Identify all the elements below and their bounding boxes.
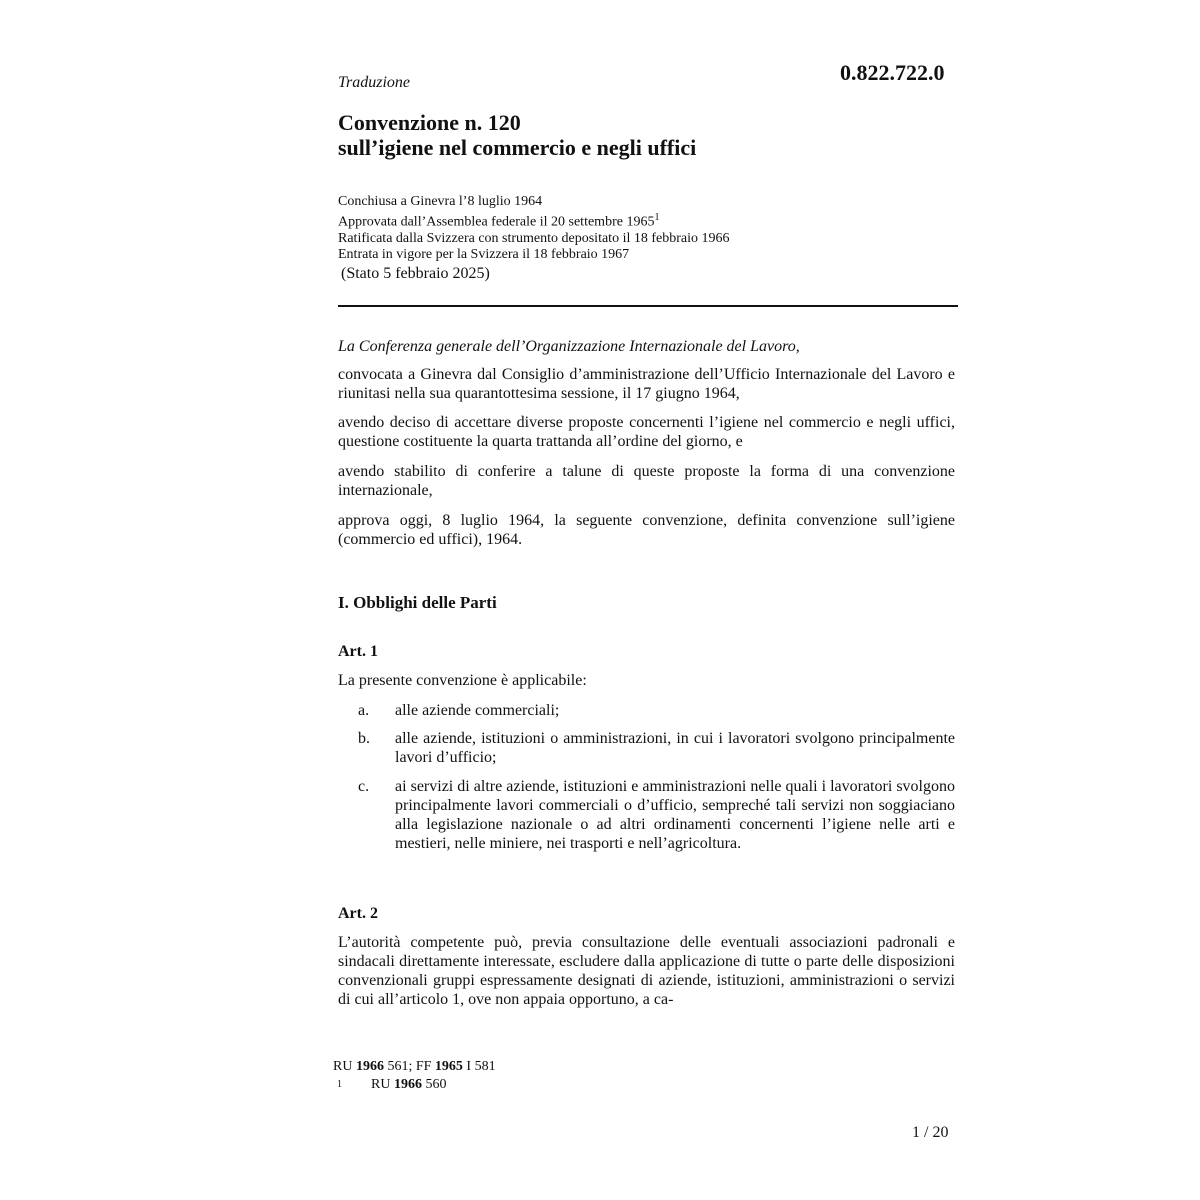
meta-ratified: Ratificata dalla Svizzera con strumento depositato il 18 febbraio 1966 (338, 230, 730, 246)
document-title (338, 110, 958, 160)
list-letter: c. (358, 778, 370, 795)
article-1-heading: Art. 1 (338, 643, 378, 660)
list-letter: b. (358, 730, 370, 747)
page-number: 1 / 20 (912, 1124, 949, 1141)
title-line-1: Convenzione n. 120 (338, 110, 521, 135)
ff-year: 1965 (434, 1059, 463, 1074)
sr-number: 0.822.722.0 (840, 60, 945, 85)
header-divider (338, 305, 958, 307)
meta-approved-line (338, 210, 958, 231)
list-text: alle aziende, istituzioni o amministrazioni, in cui i lavoratori svolgono principalmente lavori d’ufficio; (395, 730, 955, 766)
meta-approved: Approvata dall’Assemblea federale il 20 settembre 1965 (338, 214, 655, 230)
footnote-1-page: 560 (425, 1077, 447, 1092)
translation-label: Traduzione (338, 74, 411, 91)
preamble-paragraph-4: approva oggi, 8 luglio 1964, la seguente convenzione, definita convenzione sull’igiene (commercio ed uffici), 1964. (338, 512, 955, 548)
article-1-item-b (338, 729, 955, 769)
ru-page: 561; (387, 1059, 413, 1074)
ff-label: FF (415, 1059, 432, 1074)
article-2-text: L’autorità competente può, previa consultazione delle eventuali associazioni padronali e sindacali direttamente interessate, escludere dalla applicazione di tutte o parte delle disposizioni convenzionali gruppi espressamente designati di aziende, istituzioni, amministrazioni o servizi di cui all’articolo 1, ove non appaia opportuno, a ca- (338, 934, 955, 1008)
preamble-paragraph-2: avendo deciso di accettare diverse proposte concernenti l’igiene nel commercio e negli uffici, questione costituente la quarta trattanda all’ordine del giorno, e (338, 414, 955, 450)
preamble-intro: La Conferenza generale dell’Organizzazione Internazionale del Lavoro, (338, 338, 800, 355)
ru-label: RU (333, 1059, 353, 1074)
footnote-ref-1[interactable]: 1 (654, 212, 660, 223)
ff-page: I 581 (466, 1059, 496, 1074)
preamble-paragraph-3: avendo stabilito di conferire a talune di queste proposte la forma di una convenzione internazionale, (338, 463, 955, 499)
ru-year: 1966 (355, 1059, 384, 1074)
footnote-1-year: 1966 (393, 1077, 422, 1092)
article-1-intro: La presente convenzione è applicabile: (338, 672, 587, 689)
article-1-item-a (338, 701, 955, 721)
footnote-1-mark: 1 (337, 1079, 342, 1090)
meta-concluded: Conchiusa a Ginevra l’8 luglio 1964 (338, 194, 543, 209)
preamble-paragraph-1: convocata a Ginevra dal Consiglio d’amministrazione dell’Ufficio Internazionale del Lavoro e riunitasi nella sua quarantottesima sessione, il 17 giugno 1964, (338, 366, 955, 402)
footnote-source (333, 1058, 496, 1076)
article-1-item-c (338, 777, 955, 877)
document-metadata (338, 194, 958, 263)
status-date: (Stato 5 febbraio 2025) (341, 265, 490, 282)
title-line-2: sull’igiene nel commercio e negli uffici (338, 135, 697, 160)
meta-in-force: Entrata in vigore per la Svizzera il 18 febbraio 1967 (338, 246, 630, 262)
list-letter: a. (358, 702, 370, 719)
footnote-1-ru-label: RU (371, 1077, 391, 1092)
section-heading: I. Obblighi delle Parti (338, 593, 497, 612)
list-text: alle aziende commerciali; (395, 702, 560, 719)
article-2-heading: Art. 2 (338, 905, 378, 922)
list-text: ai servizi di altre aziende, istituzioni e amministrazioni nelle quali i lavoratori svolgono principalmente lavori commerciali o d’ufficio, sempreché tali servizi non soggiaciano alla legislazione nazionale o ad altri ordinamenti concernenti l’igiene nelle arti e mestieri, nelle miniere, nei trasporti e nell’agricoltura. (395, 778, 955, 852)
footnote-1 (333, 1076, 496, 1094)
footnotes (333, 1058, 496, 1094)
